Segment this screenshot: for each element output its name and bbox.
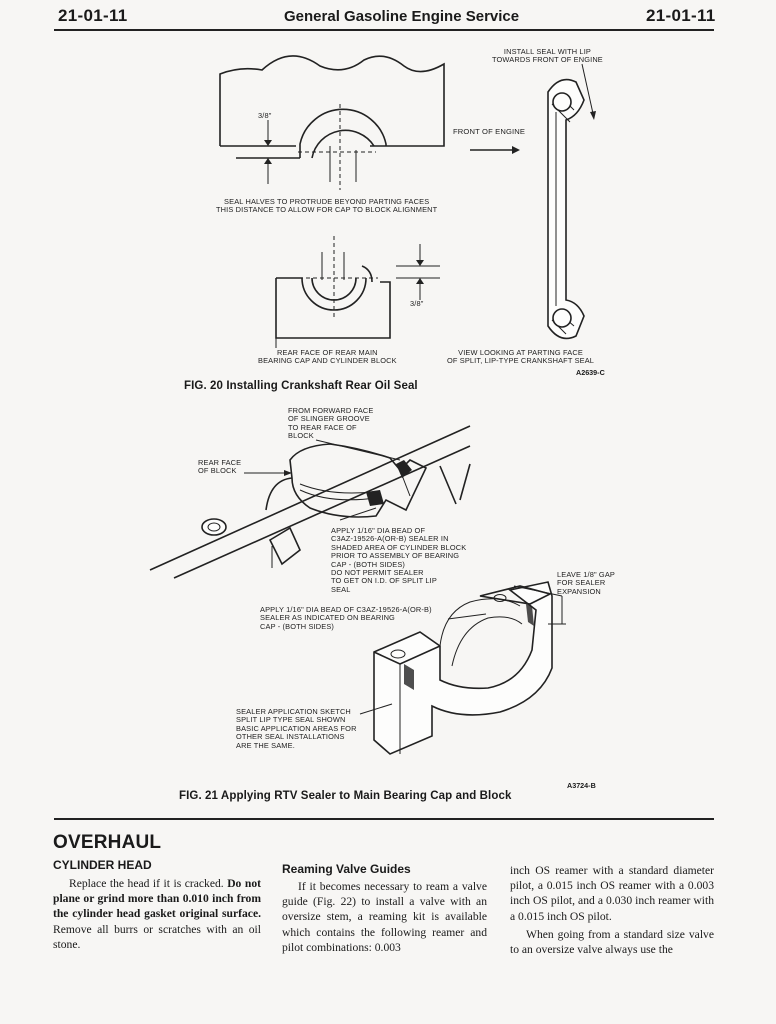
text-cylinder-head-bold: Do not plane or grind more than 0.010 inch from the cylinder head gasket original surface. bbox=[53, 877, 261, 921]
fig20-dim-top: 3/8" bbox=[258, 111, 272, 120]
fig21-label-sketch: SEALER APPLICATION SKETCH SPLIT LIP TYPE SEAL SHOWN BASIC APPLICATION AREAS FOR OTHER SEAL INSTALLATIONS ARE THE SAME. bbox=[236, 707, 357, 750]
text-col3-para1: inch OS reamer with a standard diameter pilot, a 0.015 inch OS reamer with a 0.003 inch OS pilot, and a 0.030 inch reamer with a 0.015 inch OS pilot. bbox=[510, 864, 714, 923]
fig20-label-seal-halves: SEAL HALVES TO PROTRUDE BEYOND PARTING FACES THIS DISTANCE TO ALLOW FOR CAP TO BLOCK ALIGNMENT bbox=[216, 197, 438, 215]
text-cylinder-head bbox=[53, 876, 261, 952]
fig20-dim-bottom: 3/8" bbox=[410, 299, 424, 308]
fig20-ref: A2639-C bbox=[576, 368, 605, 377]
fig21-label-rear-face-block: REAR FACE OF BLOCK bbox=[198, 458, 242, 476]
fig20-label-install-seal: INSTALL SEAL WITH LIP TOWARDS FRONT OF ENGINE bbox=[492, 47, 603, 65]
page-code-right: 21-01-11 bbox=[646, 6, 716, 25]
text-cylinder-head-plain-2: Remove all burrs or scratches with an oil stone. bbox=[53, 922, 261, 951]
section-rule bbox=[54, 818, 714, 820]
fig20-label-view: VIEW LOOKING AT PARTING FACE OF SPLIT, LIP-TYPE CRANKSHAFT SEAL bbox=[447, 348, 595, 366]
column-three bbox=[510, 863, 714, 957]
text-cylinder-head-plain-1: Replace the head if it is cracked. bbox=[69, 877, 228, 890]
fig21-label-forward-face: FROM FORWARD FACE OF SLINGER GROOVE TO REAR FACE OF BLOCK bbox=[288, 406, 374, 441]
section-title-overhaul: OVERHAUL bbox=[53, 832, 162, 853]
fig20-label-front-engine: FRONT OF ENGINE bbox=[453, 127, 526, 136]
fig21-caption: FIG. 21 Applying RTV Sealer to Main Bearing Cap and Block bbox=[179, 790, 512, 802]
fig21-label-apply-shaded: APPLY 1/16" DIA BEAD OF C3AZ-19526-A(OR-B) SEALER IN SHADED AREA OF CYLINDER BLOCK PRIOR TO ASSEMBLY OF BEARING CAP - (BOTH SIDES) DO NOT PERMIT SEALER TO GET ON I.D. OF SPLIT LIP SEAL bbox=[331, 526, 467, 594]
text-col3-para2: When going from a standard size valve to an oversize valve always use the bbox=[510, 927, 714, 957]
fig20-caption: FIG. 20 Installing Crankshaft Rear Oil Seal bbox=[184, 380, 418, 392]
page-code-left: 21-01-11 bbox=[58, 6, 128, 25]
heading-cylinder-head: CYLINDER HEAD bbox=[53, 858, 152, 872]
text-col3 bbox=[510, 863, 714, 957]
text-reaming-para: If it becomes necessary to ream a valve guide (Fig. 22) to install a valve with an oversize stem, a reaming kit is available which contains the following reamer and pilot combinations: 0.003 bbox=[282, 880, 487, 954]
column-cylinder-head bbox=[53, 858, 261, 952]
fig21-label-apply-cap: APPLY 1/16" DIA BEAD OF C3AZ-19526-A(OR-B) SEALER AS INDICATED ON BEARING CAP - (BOTH SIDES) bbox=[260, 605, 432, 631]
heading-reaming: Reaming Valve Guides bbox=[282, 862, 411, 876]
column-reaming bbox=[282, 862, 487, 955]
page-title: General Gasoline Engine Service bbox=[284, 8, 520, 25]
text-reaming bbox=[282, 879, 487, 955]
fig21-ref: A3724-B bbox=[567, 781, 596, 790]
fig21-drawing bbox=[0, 400, 776, 800]
fig20-label-rear-face: REAR FACE OF REAR MAIN BEARING CAP AND CYLINDER BLOCK bbox=[258, 348, 397, 366]
fig21-label-leave-gap: LEAVE 1/8" GAP FOR SEALER EXPANSION bbox=[557, 570, 615, 596]
